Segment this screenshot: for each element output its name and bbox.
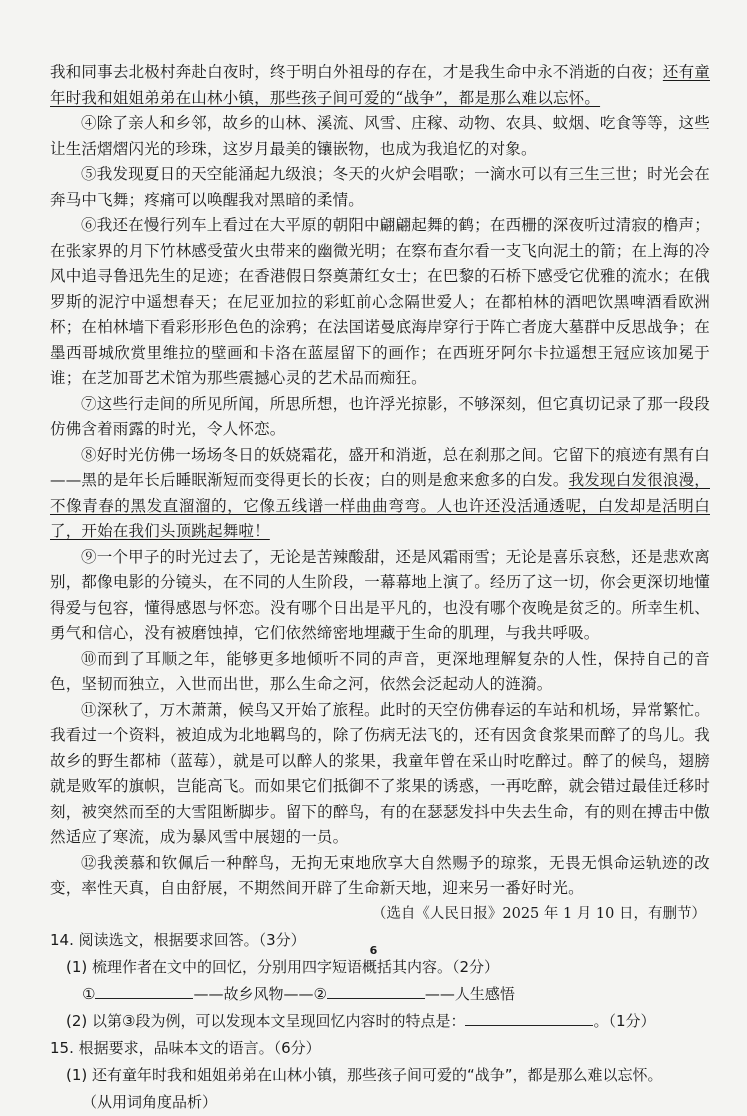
paragraph-text: ⑥我还在慢行列车上看过在大平原的朝阳中翩翩起舞的鹤；在西栅的深夜听过清寂的橹声；在张家界的月下竹林感受萤火虫带来的幽微光明；在察布查尔看一支飞向泥土的箭；在上海的冷风中追寻鲁迅先生的足迹；在香港假日祭奠萧红女士；在巴黎的石桥下感受它优雅的流水；在俄罗斯的泥泞中遥想春天；在尼亚加拉的彩虹前心念隔世爱人；在都柏林的酒吧饮黑啤酒看欧洲杯；在柏林墙下看彩形形色色的涂鸦；在法国诺曼底海岸穿行于阵亡者庞大墓群中反思战争；在墨西哥城欣赏里维拉的壁画和卡洛在蓝屋留下的画作；在西班牙阿尔卡拉遥想王冠应该加冕于谁；在芝加哥艺术馆为那些震撼心灵的艺术品而痴狂。 — [50, 216, 710, 387]
question-15-1: (1) 还有童年时我和姐姐弟弟在山林小镇，那些孩子间可爱的“战争”，都是那么难以忘怀。 — [66, 1065, 663, 1084]
paragraph-p11 — [50, 698, 710, 851]
underlined-sentence: 我发现白发很浪漫，不像青春的黑发直溜溜的，它像五线谱一样曲曲弯弯。人也许还没活通透呢，白发却是活明白了，开始在我们头顶跳起舞啦！ — [50, 471, 710, 540]
question-14-2-points: 。（1分） — [593, 1011, 656, 1030]
question-15-1-hint: （从用词角度品析） — [82, 1092, 218, 1111]
question-15-title: 15. 根据要求，品味本文的语言。（6分） — [50, 1038, 321, 1057]
paragraph-p_cont — [50, 60, 710, 111]
paragraph-p5 — [50, 162, 710, 213]
paragraph-p7 — [50, 392, 710, 443]
paragraph-p12 — [50, 851, 710, 902]
paragraph-text: ⑧好时光仿佛一场场冬日的妖娆霜花，盛开和消逝，总在刹那之间。它留下的痕迹有黑有白——黑的是年长后睡眠渐短而变得更长的长夜；白的则是愈来愈多的白发。 — [50, 445, 710, 489]
underlined-sentence: 还有童年时我和姐姐弟弟在山林小镇，那些孩子间可爱的“战争”，都是那么难以忘怀。 — [50, 63, 710, 107]
question-14-2 — [50, 1008, 710, 1035]
paragraph-p4 — [50, 111, 710, 162]
paragraph-text: 我和同事去北极村奔赴白夜时，终于明白外祖母的存在，才是我生命中永不消逝的白夜； — [50, 63, 663, 81]
page-number: 6 — [369, 944, 378, 957]
paragraph-p10 — [50, 647, 710, 698]
question-14-title: 14. 阅读选文，根据要求回答。（3分） — [50, 930, 306, 949]
answer-connector-1: ——故乡风物——② — [193, 984, 327, 1003]
paragraph-p8 — [50, 443, 710, 545]
question-14-1: (1) 梳理作者在文中的回忆，分别用四字短语概括其内容。（2分） — [66, 957, 500, 976]
paragraph-text: ⑨一个甲子的时光过去了，无论是苦辣酸甜，还是风霜雨雪；无论是喜乐哀愁，还是悲欢离别，都像电影的分镜头，在不同的人生阶段，一幕幕地上演了。经历了这一切，你会更深切地懂得爱与包容，懂得感恩与怀恋。没有哪个日出是平凡的，也没有哪个夜晚是贫乏的。所幸生机、勇气和信心，没有被磨蚀掉，它们依然缔密地埋藏于生命的肌理，与我共呼吸。 — [50, 547, 710, 642]
paragraph-text: ⑦这些行走间的所见所闻，所思所想，也许浮光掠影，不够深刻，但它真切记录了那一段段仿佛含着雨露的时光，令人怀恋。 — [50, 394, 710, 438]
paragraph-text: ⑫我羡慕和钦佩后一种醉鸟，无拘无束地欣享大自然赐予的琼浆，无畏无惧命运轨迹的改变，率性天真，自由舒展，不期然间开辟了生命新天地，迎来另一番好时光。 — [50, 853, 710, 897]
paragraph-p6 — [50, 213, 710, 392]
paragraph-text: ⑩而到了耳顺之年，能够更多地倾听不同的声音，更深地理解复杂的人性，保持自己的音色，坚韧而独立，入世而出世，那么生命之河，依然会泛起动人的涟漪。 — [50, 649, 710, 693]
question-14-1-answer-line — [50, 981, 710, 1008]
answer-blank-1[interactable] — [95, 982, 193, 999]
reading-passage — [50, 60, 710, 902]
source-note: （选自《人民日报》2025 年 1 月 10 日，有删节） — [371, 905, 706, 922]
paragraph-p9 — [50, 545, 710, 647]
blank-number-1: ① — [82, 984, 96, 1003]
answer-blank-3[interactable] — [465, 1009, 593, 1026]
answer-connector-2: ——人生感悟 — [424, 984, 515, 1003]
answer-blank-2[interactable] — [327, 982, 425, 999]
document-page — [50, 60, 710, 1116]
paragraph-text: ⑤我发现夏日的天空能涌起九级浪；冬天的火炉会唱歌；一滴水可以有三生三世；时光会在奔马中飞舞；疼痛可以唤醒我对黑暗的柔情。 — [50, 165, 710, 209]
paragraph-text: ④除了亲人和乡邻，故乡的山林、溪流、风雪、庄稼、动物、农具、蚊烟、吃食等等，这些让生活熠熠闪光的珍珠，这岁月最美的镶嵌物，也成为我追忆的对象。 — [50, 114, 710, 158]
paragraph-text: ⑪深秋了，万木萧萧，候鸟又开始了旅程。此时的天空仿佛春运的车站和机场，异常繁忙。我看过一个资料，被迫成为北地羁鸟的，除了伤病无法飞的，还有因贪食浆果而醉了的鸟儿。我故乡的野生都柿（蓝莓），就是可以醉人的浆果，我童年曾在采山时吃醉过。醉了的候鸟，翅膀就是败军的旗帜，岂能高飞。而如果它们抵御不了浆果的诱惑，一再吃醉，就会错过最佳迁移时刻，被突然而至的大雪阻断脚步。留下的醉鸟，有的在瑟瑟发抖中失去生命，有的则在搏击中傲然适应了寒流，成为暴风雪中展翅的一员。 — [50, 700, 710, 846]
question-14-2-text: (2) 以第③段为例，可以发现本文呈现回忆内容时的特点是： — [66, 1011, 466, 1030]
